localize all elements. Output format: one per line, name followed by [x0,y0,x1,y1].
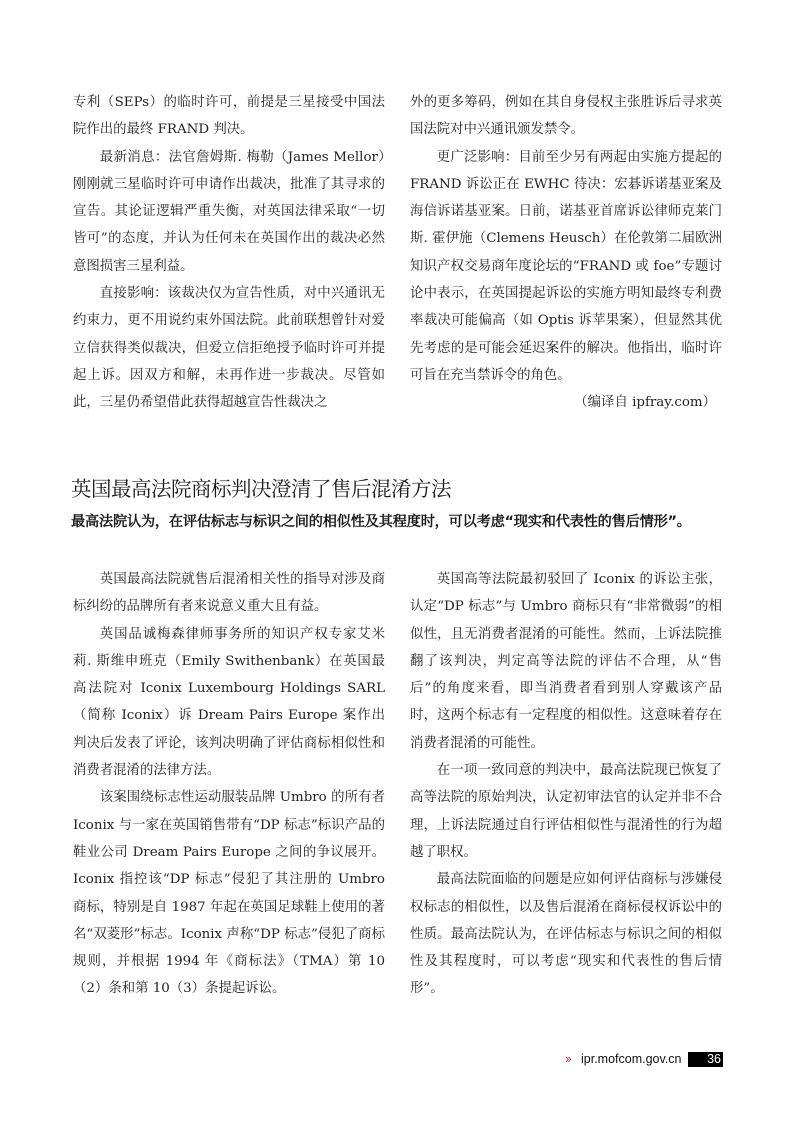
paragraph: 英国高等法院最初驳回了 Iconix 的诉讼主张，认定“DP 标志”与 Umbro 商标只有“非常微弱”的相似性，且无消费者混淆的可能性。然而，上诉法院推翻了该判决，判定高等法院的评估不合理，从“售后”的角度来看，即当消费者看到别人穿戴该产品时，这两个标志有一定程度的相似性。这意味着存在消费者混淆的可能性。 [410,572,722,751]
article-subheadline: 最高法院认为，在评估标志与标识之间的相似性及其程度时，可以考虑“现实和代表性的售后情形”。 [71,514,691,530]
article1-right-column [410,89,722,417]
paragraph: 最新消息：法官詹姆斯. 梅勒（James Mellor）刚刚就三星临时许可申请作出裁决，批准了其寻求的宣告。其论证逻辑严重失衡，对英国法律采取“一切皆可”的态度，并认为任何未在英国作出的裁决必然意图损害三星利益。 [73,149,385,274]
footer-url[interactable]: ipr.mofcom.gov.cn [581,1052,682,1066]
source-note: （编译自 ipfray.com） [574,395,716,411]
paragraph: 该案围绕标志性运动服装品牌 Umbro 的所有者 Iconix 与一家在英国销售带有“DP 标志”标识产品的鞋业公司 Dream Pairs Europe 之间的争议展开。Iconix 指控该“DP 标志”侵犯了其注册的 Umbro 商标，特别是自 1987 年起在英国足球鞋上使用的著名“双菱形”标志。Iconix 声称“DP 标志”侵犯了商标规则，并根据 1994 年《商标法》（TMA）第 10（2）条和第 10（3）条提起诉讼。 [73,790,385,997]
paragraph: 在一项一致同意的判决中，最高法院现已恢复了高等法院的原始判决，认定初审法官的认定并非不合理，上诉法院通过自行评估相似性与混淆性的行为超越了职权。 [410,763,722,860]
paragraph: 直接影响：该裁决仅为宣告性质，对中兴通讯无约束力，更不用说约束外国法院。此前联想曾针对爱立信获得类似裁决，但爱立信拒绝授予临时许可并提起上诉。因双方和解，未再作进一步裁决。尽管如此，三星仍希望借此获得超越宣告性裁决之 [73,286,385,411]
article2-left-column [73,566,385,1003]
paragraph: 更广泛影响：目前至少另有两起由实施方提起的 FRAND 诉讼正在 EWHC 待决：宏碁诉诺基亚案及海信诉诺基亚案。日前，诺基亚首席诉讼律师克莱门斯. 霍伊施（Clemens Heusch）在伦敦第二届欧洲知识产权交易商年度论坛的“FRAND 或 foe”专题讨论中表示，在英国提起诉讼的实施方明知最终专利费率裁决可能偏高（如 Optis 诉苹果案），但显然其优先考虑的是可能会延迟案件的解决。他指出，临时许可旨在充当禁诉令的角色。 [410,149,722,383]
double-chevron-right-icon: ›› [565,1051,570,1066]
paragraph: 外的更多筹码，例如在其自身侵权主张胜诉后寻求英国法院对中兴通讯颁发禁令。 [410,95,722,138]
paragraph: 英国最高法院就售后混淆相关性的指导对涉及商标纠纷的品牌所有者来说意义重大且有益。 [73,572,385,615]
paragraph: 最高法院面临的问题是应如何评估商标与涉嫌侵权标志的相似性，以及售后混淆在商标侵权诉讼中的性质。最高法院认为，在评估标志与标识之间的相似性及其程度时，可以考虑“现实和代表性的售后情形”。 [410,872,722,997]
page-number: 36 [688,1052,723,1067]
paragraph: 专利（SEPs）的临时许可，前提是三星接受中国法院作出的最终 FRAND 判决。 [73,95,385,138]
article2-right-column [410,566,722,1003]
article1-left-column [73,89,385,417]
paragraph: 英国品诚梅森律师事务所的知识产权专家艾米莉. 斯维申班克（Emily Swithenbank）在英国最高法院对 Iconix Luxembourg Holdings SARL（简称 Iconix）诉 Dream Pairs Europe 案作出判决后发表了评论，该判决明确了评估商标相似性和消费者混淆的法律方法。 [73,626,385,779]
article-headline: 英国最高法院商标判决澄清了售后混淆方法 [71,477,451,501]
page-footer [545,1049,725,1069]
